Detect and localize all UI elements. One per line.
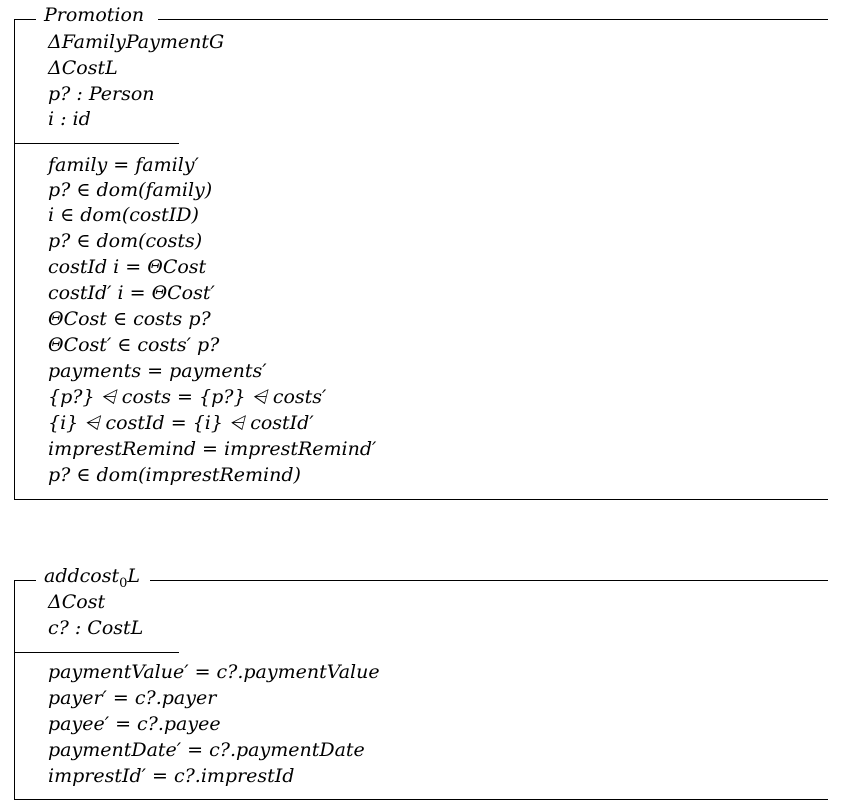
predicate-line: p? ∈ dom(family)	[48, 179, 213, 201]
declaration-line: ΔFamilyPaymentG	[48, 31, 225, 53]
schema-divider	[14, 652, 179, 653]
schema-top-rule-right	[150, 580, 828, 581]
schema-title-name: addcost	[44, 565, 120, 587]
predicate-line: costId i = ΘCost	[48, 256, 207, 278]
declaration-line: i : id	[48, 108, 91, 130]
declaration-line: ΔCostL	[48, 57, 118, 79]
declaration-line: c? : CostL	[48, 617, 144, 639]
predicate-line: family = family′	[48, 154, 199, 176]
predicate-line: imprestRemind = imprestRemind′	[48, 438, 377, 460]
schema-title: Promotion	[44, 4, 145, 26]
predicate-line: i ∈ dom(costID)	[48, 204, 199, 226]
predicate-line: paymentValue′ = c?.paymentValue	[48, 661, 380, 683]
schema-title	[44, 566, 140, 594]
predicate-line: payee′ = c?.payee	[48, 713, 221, 735]
predicate-line: costId′ i = ΘCost′	[48, 282, 215, 304]
schema-left-rule	[14, 580, 15, 800]
predicate-line: payer′ = c?.payer	[48, 687, 217, 709]
predicate-line: p? ∈ dom(costs)	[48, 230, 203, 252]
schema-title-subscript: 0	[119, 575, 128, 591]
predicate-line: p? ∈ dom(imprestRemind)	[48, 464, 301, 486]
declaration-line: ΔCost	[48, 591, 106, 613]
predicate-line: imprestId′ = c?.imprestId	[48, 765, 295, 787]
predicate-line: ΘCost′ ∈ costs′ p?	[48, 334, 220, 356]
predicate-line: payments = payments′	[48, 360, 267, 382]
schema-bottom-rule	[14, 799, 828, 800]
predicate-line: {i} ⩤ costId = {i} ⩤ costId′	[48, 412, 314, 434]
predicate-line: ΘCost ∈ costs p?	[48, 308, 211, 330]
declaration-line: p? : Person	[48, 83, 155, 105]
predicate-line: {p?} ⩤ costs = {p?} ⩤ costs′	[48, 386, 327, 408]
schema-top-rule-left	[14, 580, 36, 581]
schema-title-suffix: L	[127, 565, 141, 587]
predicate-line: paymentDate′ = c?.paymentDate	[48, 739, 365, 761]
